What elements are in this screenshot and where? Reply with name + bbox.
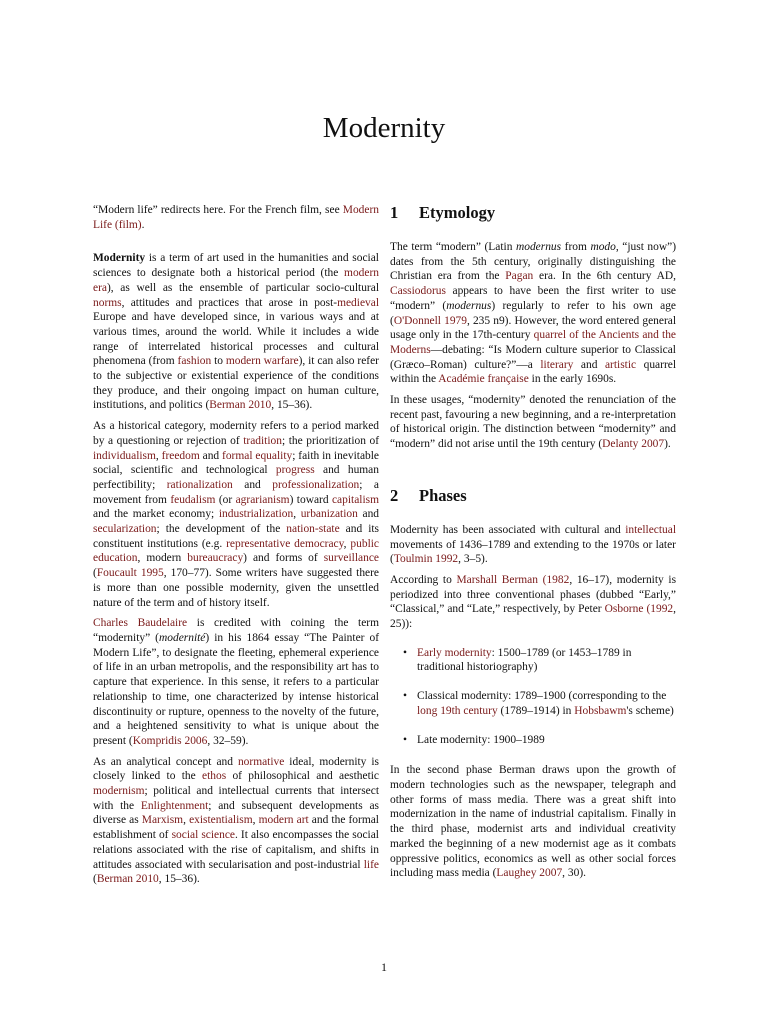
list-item bbox=[417, 646, 676, 675]
wiki-link[interactable]: (1992 bbox=[646, 603, 674, 616]
section-title: Etymology bbox=[419, 203, 496, 222]
text-run: Late modernity: 1900–1989 bbox=[417, 733, 545, 746]
text-run: The term “modern” (Latin bbox=[390, 241, 516, 253]
wiki-link[interactable]: rationalization bbox=[166, 478, 233, 491]
section-heading-phases bbox=[390, 486, 676, 506]
wiki-link[interactable]: fashion bbox=[177, 355, 212, 368]
text-run: ; faith in inevitable social, scientific and technological bbox=[93, 449, 379, 477]
wiki-link[interactable]: modern art bbox=[258, 814, 309, 827]
wiki-link[interactable]: capitalism bbox=[331, 493, 379, 506]
text-run: and bbox=[199, 449, 223, 462]
hatnote-text: “Modern life” redirects here. For the French film, see bbox=[93, 204, 343, 216]
text-run: As an analytical concept and bbox=[93, 755, 238, 768]
text-run: Classical modernity: 1789–1900 (corresponding to the bbox=[417, 690, 667, 703]
text-run: to bbox=[211, 355, 226, 368]
wiki-link[interactable]: feudalism bbox=[170, 493, 216, 506]
text-run: , 32–59). bbox=[207, 734, 249, 747]
wiki-link[interactable]: Berman 2010 bbox=[209, 399, 272, 412]
text-run: ). bbox=[664, 438, 671, 451]
right-column bbox=[390, 203, 676, 887]
text-run: (or bbox=[215, 493, 236, 506]
wiki-link[interactable]: life bbox=[363, 858, 379, 871]
page-title: Modernity bbox=[322, 112, 446, 144]
text-run: (1789–1914) in bbox=[497, 704, 575, 717]
wiki-link[interactable]: Charles Baudelaire bbox=[93, 617, 188, 630]
wiki-link[interactable]: formal equality bbox=[222, 449, 293, 462]
text-run: ; the development of the bbox=[156, 523, 287, 536]
italic-term: modernité bbox=[159, 631, 206, 644]
text-run: : 1500–1789 (or 1453–1789 in traditional historiography) bbox=[417, 646, 632, 674]
paragraph bbox=[93, 251, 379, 413]
text-run: and bbox=[357, 508, 380, 521]
wiki-link[interactable]: social science bbox=[171, 829, 235, 842]
wiki-link[interactable]: Cassiodorus bbox=[390, 285, 446, 298]
wiki-link[interactable]: Pagan bbox=[505, 270, 534, 283]
wiki-link[interactable]: bureaucracy bbox=[187, 552, 244, 565]
text-run: , modern bbox=[137, 552, 188, 565]
wiki-link[interactable]: freedom bbox=[161, 449, 200, 462]
text-run: ), as well as the ensemble of particular socio-cultural bbox=[106, 281, 379, 294]
paragraph bbox=[390, 523, 676, 567]
wiki-link[interactable]: Hobsbawm bbox=[574, 704, 627, 717]
text-run: —debating: “Is Modern culture superior to Classical (Græco–Roman) culture?”—a bbox=[390, 343, 676, 371]
text-run: ( bbox=[93, 873, 97, 886]
text-run: , bbox=[343, 537, 351, 550]
text-run: ( bbox=[93, 567, 97, 580]
text-run: , 235 n9). However, the word entered general usage only in the 17th-century bbox=[390, 314, 677, 342]
wiki-link[interactable]: Enlightenment bbox=[140, 799, 209, 812]
text-run: ; and subsequent developments as diverse as bbox=[93, 799, 379, 827]
wiki-link[interactable]: Laughey 2007 bbox=[496, 867, 563, 880]
text-run: ) and forms of bbox=[243, 552, 324, 565]
text-run: ; a movement from bbox=[93, 478, 379, 506]
wiki-link[interactable]: Kompridis 2006 bbox=[132, 734, 208, 747]
text-run: ) toward bbox=[289, 493, 332, 506]
text-run: ), it can also refer to the subjective or existential experience of the conditions they produce, and their ongoing impact on human culture, institutions, and politics ( bbox=[93, 355, 379, 412]
text-run: , bbox=[293, 508, 301, 521]
wiki-link[interactable]: secularization bbox=[93, 523, 157, 536]
text-run: , bbox=[155, 449, 162, 462]
wiki-link[interactable]: public education bbox=[93, 537, 379, 565]
wiki-link[interactable]: modernism bbox=[93, 785, 145, 798]
phase-list bbox=[390, 646, 676, 748]
text-run: and the market economy; bbox=[93, 508, 219, 521]
text-run: , attitudes and practices that arose in post- bbox=[121, 296, 338, 309]
text-run: , bbox=[183, 814, 190, 827]
list-item bbox=[417, 733, 676, 748]
wiki-link[interactable]: Osborne bbox=[604, 603, 644, 616]
wiki-link[interactable]: industrialization bbox=[218, 508, 294, 521]
paragraph bbox=[390, 240, 676, 387]
paragraph bbox=[390, 393, 676, 452]
text-run: , “just now”) dates from the 5th century, originally distinguishing the Christian era from the bbox=[390, 241, 677, 283]
bold-term: Modernity bbox=[93, 252, 146, 265]
text-run: , 16–17), modernity is periodized into three conventional phases (dubbed “Early,” “Classical,” and “Late,” respectively, by Peter bbox=[390, 573, 677, 616]
text-run: . It also encompasses the social relations associated with the rise of capitalism, and shifts in attitudes associated with secularisation and post-industrial bbox=[93, 829, 379, 871]
wiki-link[interactable]: nation-state bbox=[286, 523, 340, 536]
text-run: ; political and intellectual currents that intersect with the bbox=[93, 785, 379, 812]
wiki-link[interactable]: ethos bbox=[202, 770, 227, 783]
text-run: from bbox=[561, 241, 591, 253]
wiki-link[interactable]: progress bbox=[275, 464, 315, 477]
paragraph bbox=[93, 755, 379, 887]
wiki-link[interactable]: literary bbox=[540, 358, 574, 371]
text-run: and human perfectibility; bbox=[93, 464, 379, 491]
wiki-link[interactable]: tradition bbox=[243, 434, 282, 447]
section-title: Phases bbox=[419, 485, 467, 505]
wiki-link[interactable]: individualism bbox=[93, 449, 156, 462]
list-item bbox=[417, 689, 676, 718]
wiki-link[interactable]: artistic bbox=[604, 358, 637, 371]
wiki-link[interactable]: professionalization bbox=[272, 478, 360, 491]
text-run: and the formal establishment of bbox=[93, 814, 379, 842]
wiki-link[interactable]: Académie française bbox=[438, 373, 529, 386]
text-run: , 30). bbox=[562, 867, 586, 880]
section-number: 1 bbox=[390, 203, 399, 222]
text-run: movements of 1436–1789 and extending to the 1970s or later ( bbox=[390, 538, 676, 566]
italic-term: modo bbox=[590, 241, 616, 253]
left-column bbox=[93, 203, 379, 893]
text-run: quarrel within the bbox=[390, 358, 677, 386]
wiki-link[interactable]: Marxism bbox=[141, 814, 184, 827]
wiki-link[interactable]: long 19th century bbox=[417, 704, 498, 717]
wiki-link[interactable]: medieval bbox=[337, 296, 379, 309]
text-run: appears to have been the first writer to use “modern” ( bbox=[390, 285, 676, 312]
text-run: Modernity has been associated with cultural and bbox=[390, 523, 626, 536]
wiki-link[interactable]: Toulmin 1992 bbox=[393, 553, 459, 566]
wiki-link[interactable]: Berman 2010 bbox=[96, 873, 159, 886]
wiki-link[interactable]: existentialism bbox=[189, 814, 253, 827]
text-run: As a historical category, modernity refers to a period marked by a questioning or rejection of bbox=[93, 420, 379, 447]
text-run: , 3–5). bbox=[458, 553, 488, 566]
text-run: Europe and have developed since, in various ways and at various times, around the world. While it includes a wide range of interrelated historical processes and cultural phenomena (from bbox=[93, 311, 379, 368]
hatnote-link[interactable]: Modern Life (film) bbox=[93, 204, 379, 231]
wiki-link[interactable]: agrarianism bbox=[235, 493, 290, 506]
text-run: ideal, modernity is closely linked to the bbox=[93, 755, 379, 783]
wiki-link[interactable]: modern era bbox=[93, 267, 379, 294]
text-run: ; the prioritization of bbox=[281, 434, 380, 447]
text-run: , bbox=[252, 814, 259, 827]
text-run: and bbox=[232, 478, 273, 491]
text-run: in the early 1690s. bbox=[528, 373, 617, 386]
wiki-link[interactable]: norms bbox=[93, 296, 122, 309]
section-number: 2 bbox=[390, 485, 399, 505]
wiki-link[interactable]: normative bbox=[237, 755, 285, 768]
hatnote bbox=[93, 203, 379, 232]
paragraph bbox=[93, 616, 379, 748]
text-run: of philosophical and aesthetic bbox=[226, 770, 379, 783]
text-run: and its constituent institutions (e.g. bbox=[93, 523, 379, 550]
wiki-link[interactable]: Foucault 1995 bbox=[96, 567, 164, 580]
paragraph bbox=[390, 573, 676, 632]
wiki-link[interactable]: modern warfare bbox=[225, 355, 299, 368]
section-heading-etymology bbox=[390, 203, 676, 223]
text-run: In the second phase Berman draws upon the growth of modern technologies such as the newspaper, telegraph and other forms of mass media. There was a great shift into modernization in the name of industrial capitalism. Finally in the third phase, modernist arts and individual creativity marked the beginning of a new modernist age as it combats oppressive politics, economics as well as other social forces including mass media ( bbox=[390, 764, 676, 880]
wiki-link[interactable]: O'Donnell 1979 bbox=[393, 314, 467, 327]
page-number: 1 bbox=[381, 960, 387, 974]
paragraph bbox=[390, 763, 676, 881]
text-run: is a term of art used in the humanities and social sciences to designate both a historical period (the bbox=[93, 252, 379, 280]
paragraph bbox=[93, 419, 379, 610]
text-run: 's scheme) bbox=[626, 704, 674, 717]
wiki-link[interactable]: urbanization bbox=[300, 508, 358, 521]
wiki-link[interactable]: surveillance bbox=[323, 552, 379, 565]
text-run: and bbox=[573, 358, 605, 371]
text-run: , 15–36). bbox=[158, 873, 200, 886]
wiki-link[interactable]: intellectual bbox=[625, 523, 676, 536]
wiki-link[interactable]: Marshall Berman bbox=[456, 573, 538, 586]
wiki-link[interactable]: Early modernity bbox=[417, 646, 492, 659]
text-run: ) regularly to refer to his own age ( bbox=[390, 299, 676, 327]
text-run: In these usages, “modernity” denoted the renunciation of the recent past, favouring a new beginning, and a re-interpretation of historical origin. The distinction between “modernity” and “modern” did not arise until the 19th century ( bbox=[390, 394, 676, 451]
text-run: era. In the 6th century AD, bbox=[533, 270, 677, 283]
hatnote-end: . bbox=[141, 218, 145, 231]
text-run: , 170–77). Some writers have suggested there is more than one possible modernity, given the unsettled nature of the term and of history itself. bbox=[93, 567, 379, 609]
wiki-link[interactable]: Delanty 2007 bbox=[602, 438, 665, 451]
wiki-link[interactable]: (1982 bbox=[542, 573, 570, 586]
text-run: , 15–36). bbox=[271, 399, 313, 412]
wiki-link[interactable]: representative democracy bbox=[226, 537, 344, 550]
wiki-link[interactable]: quarrel of the Ancients and the Moderns bbox=[390, 329, 676, 356]
text-run: , 25)): bbox=[390, 603, 676, 631]
text-run: ) in his 1864 essay “The Painter of Modern Life”, to designate the fleeting, ephemeral experience of life in an urban metropolis, and the responsibility art has to capture that experience. In this sense, it refers to a particular relationship to time, one characterized by intense historical discontinuity or rupture, openness to the novelty of the future, and a heightened sensitivity to what is unique about the present ( bbox=[93, 631, 379, 747]
text-run: is credited with coining the term “modernity” ( bbox=[93, 617, 379, 644]
italic-term: modernus bbox=[515, 241, 562, 253]
text-run: According to bbox=[390, 573, 457, 586]
italic-term: modernus bbox=[446, 299, 492, 312]
